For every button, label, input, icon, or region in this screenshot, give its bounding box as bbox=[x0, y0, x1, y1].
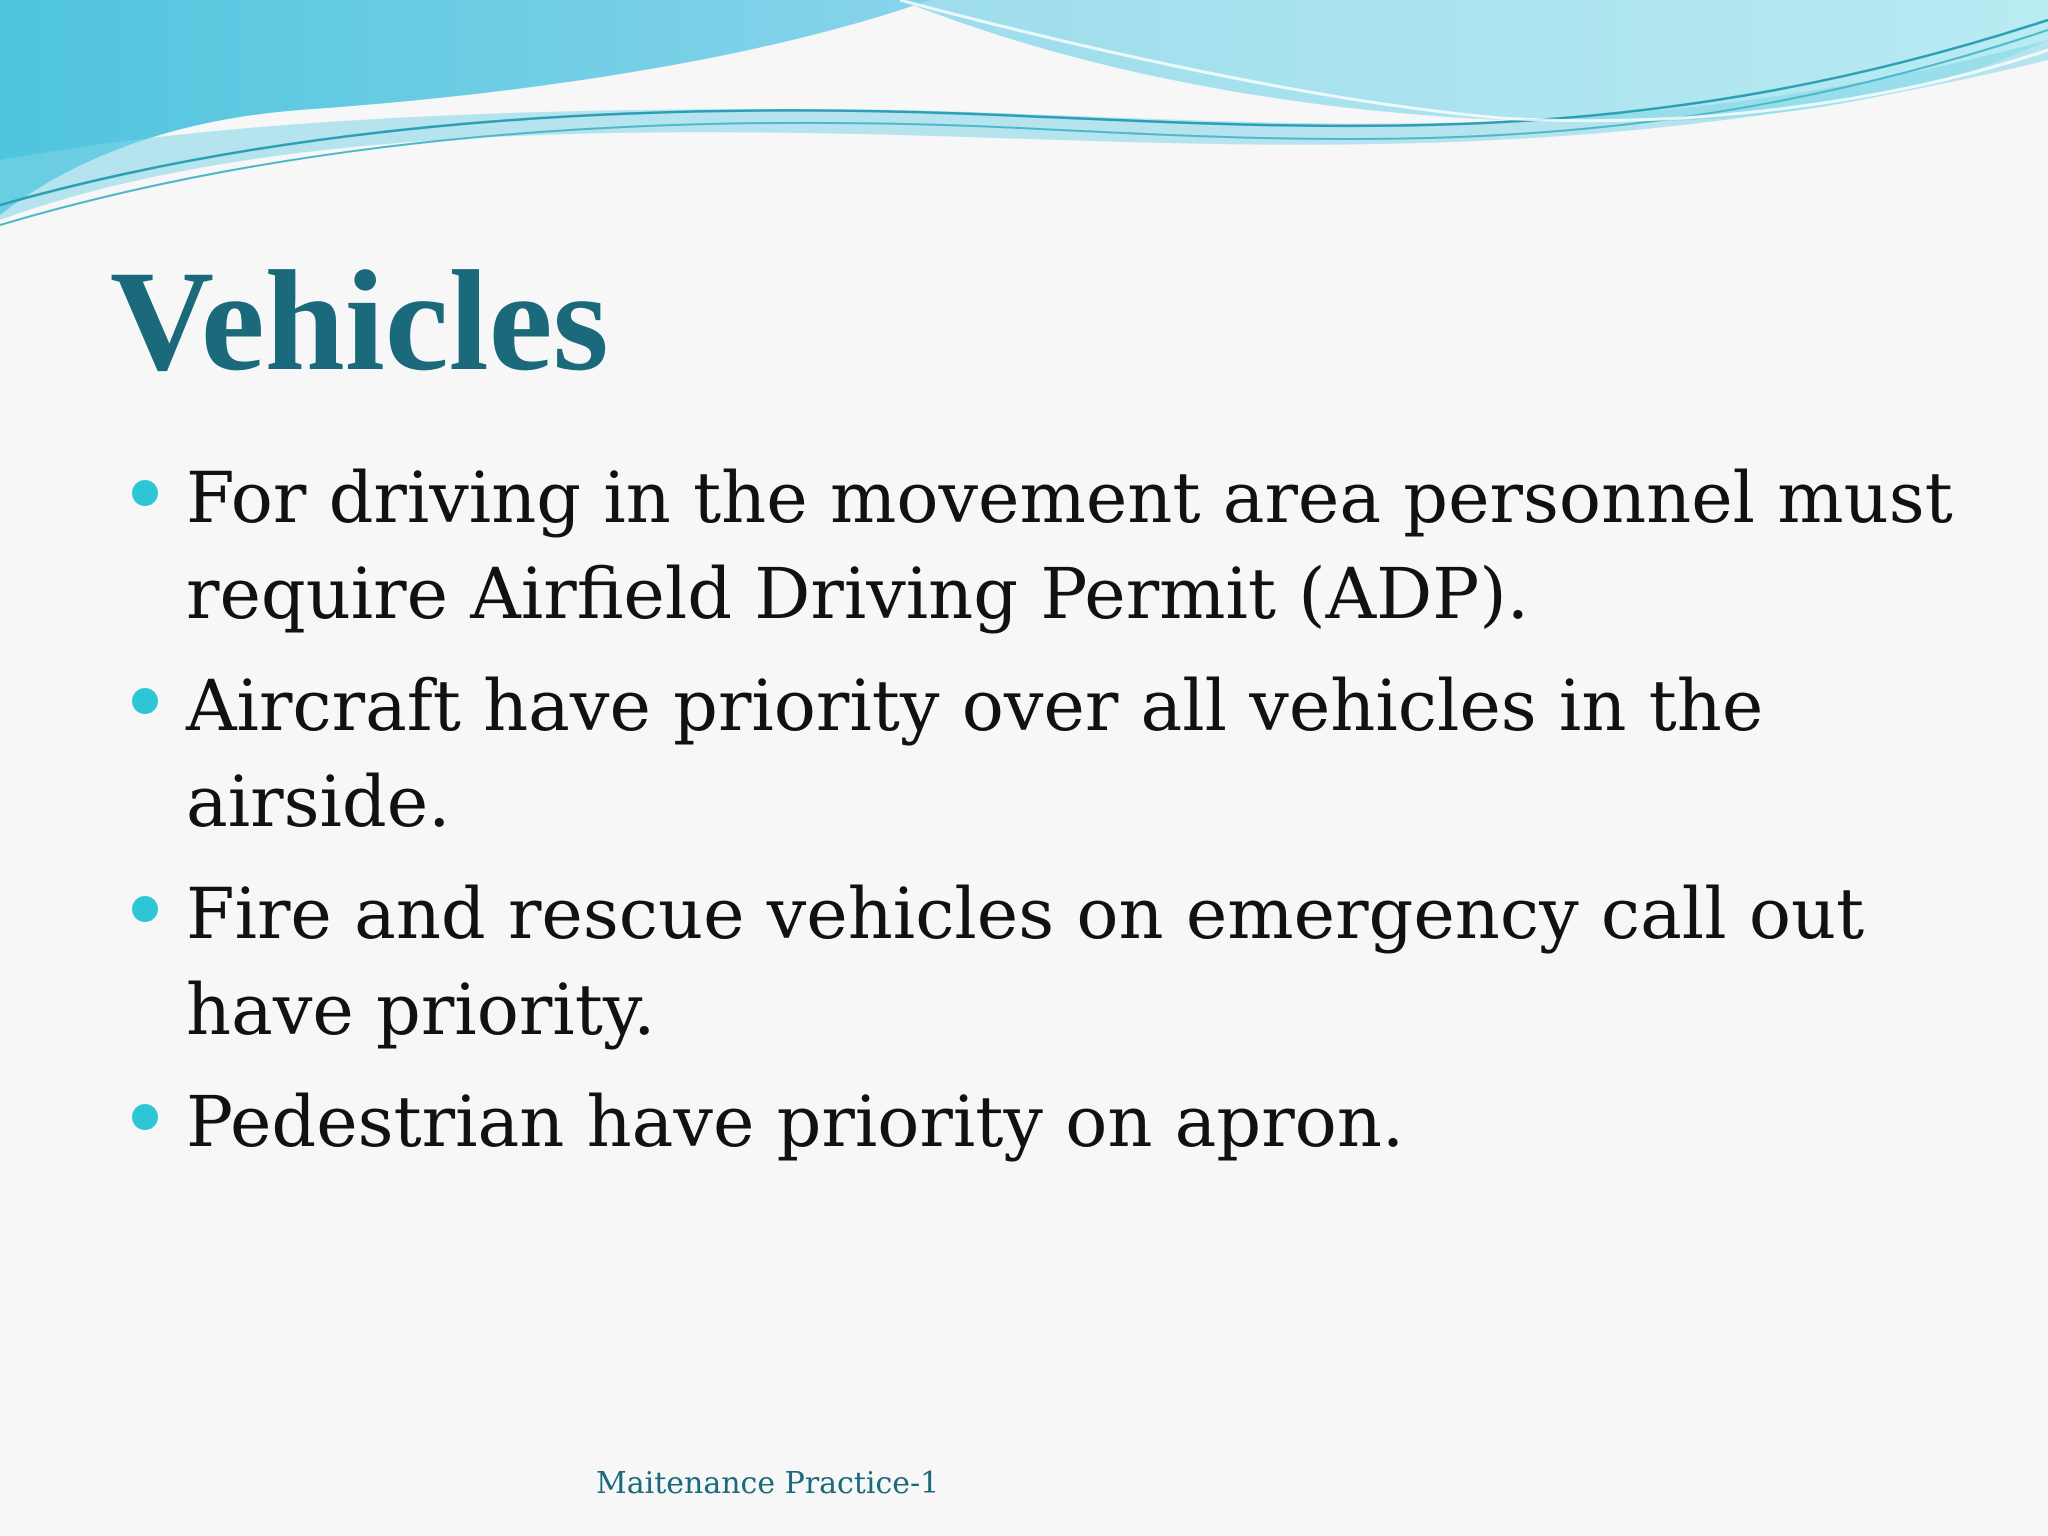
bullet-text: Aircraft have priority over all vehicles in the airside. bbox=[186, 665, 1764, 843]
bullet-text: Fire and rescue vehicles on emergency call out have priority. bbox=[186, 873, 1865, 1051]
bullet-list bbox=[128, 450, 1988, 1186]
list-item bbox=[128, 658, 1988, 850]
bullet-text: For driving in the movement area personnel must require Airfield Driving Permit (ADP). bbox=[186, 457, 1953, 635]
bullet-dot-icon bbox=[132, 1104, 158, 1130]
list-item bbox=[128, 866, 1988, 1058]
bullet-text: Pedestrian have priority on apron. bbox=[186, 1081, 1405, 1163]
slide-title: Vehicles bbox=[110, 242, 609, 401]
bullet-dot-icon bbox=[132, 688, 158, 714]
list-item bbox=[128, 1074, 1988, 1170]
list-item bbox=[128, 450, 1988, 642]
bullet-dot-icon bbox=[132, 896, 158, 922]
slide-footer: Maitenance Practice-1 bbox=[596, 1466, 940, 1501]
bullet-dot-icon bbox=[132, 480, 158, 506]
wave-header-decoration bbox=[0, 0, 2048, 240]
